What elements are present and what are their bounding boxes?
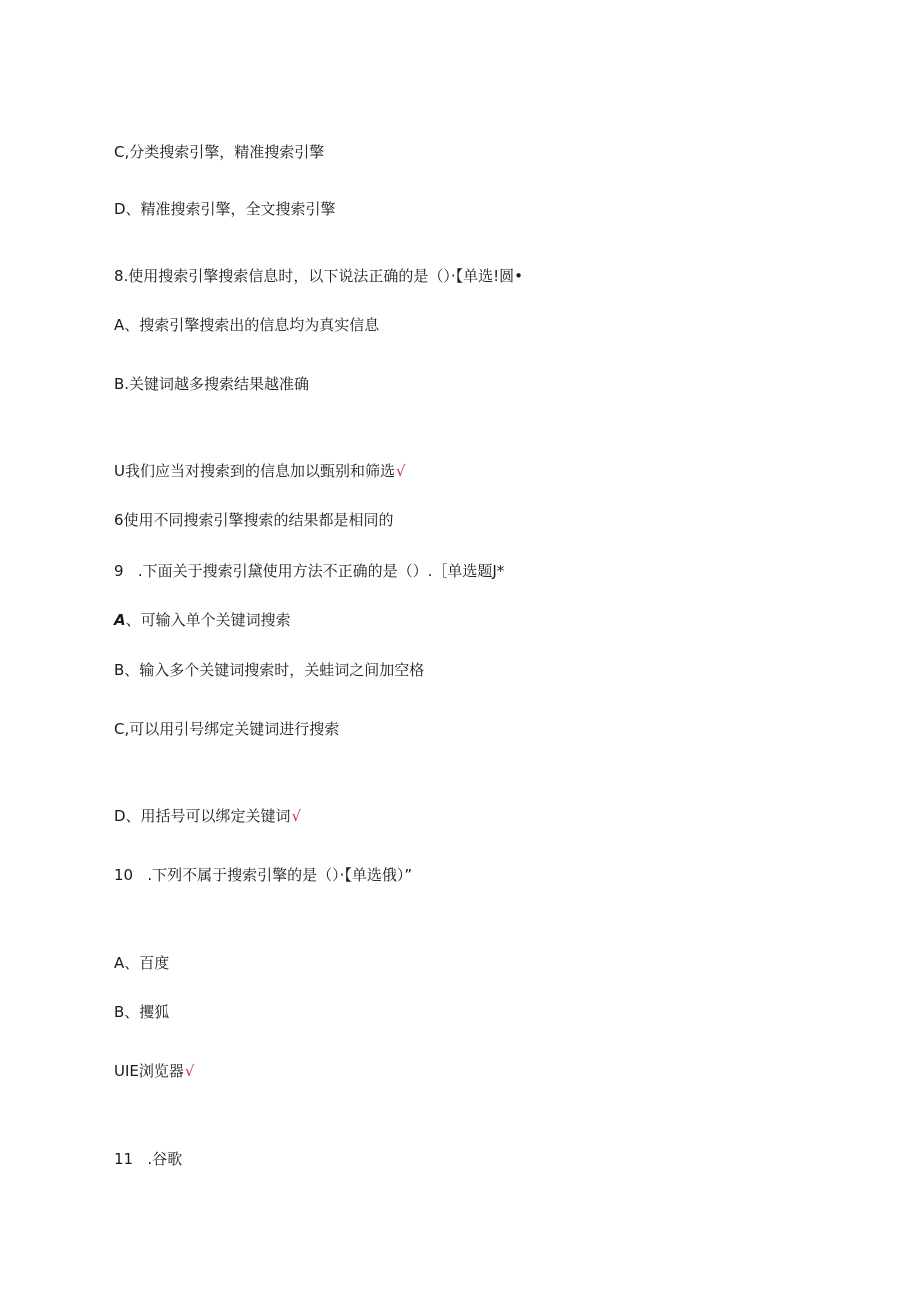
option-c-q7: C,分类搜索引擎，精准搜索引擎 — [114, 143, 325, 161]
option-a-q8: A、搜索引擎搜索出的信息均为真实信息 — [114, 316, 380, 334]
option-d-q9: D、用括号可以绑定关键词√ — [114, 807, 302, 825]
option-d-q7: D、精准搜索引擎，全文搜索引擎 — [114, 200, 336, 218]
option-b-q10: B、攫狐 — [114, 1003, 170, 1021]
correct-check-mark: √ — [291, 807, 302, 825]
option-d-q10: 11 .谷歌 — [114, 1150, 183, 1168]
correct-check-mark: √ — [184, 1062, 195, 1080]
question-8: 8.使用搜索引擎搜索信息时，以下说法正确的是（）·【单选!圆• — [114, 267, 523, 285]
question-9: 9 .下面关于搜索引黛使用方法不正确的是（）.［单选题J* — [114, 562, 505, 580]
option-b-q9: B、输入多个关键词搜索时，关蛙词之间加空格 — [114, 661, 425, 679]
option-c-q10: UIE浏览器√ — [114, 1062, 195, 1080]
correct-check-mark: √ — [395, 462, 406, 480]
question-10: 10 .下列不属于搜索引擎的是（）·【单选俄）” — [114, 866, 413, 884]
option-a-q10: A、百度 — [114, 954, 170, 972]
option-a-q9: A、可输入单个关键词搜索 — [114, 611, 291, 629]
option-b-q8: B.关键词越多搜索结果越准确 — [114, 375, 310, 393]
option-c-q9: C,可以用引号绑定关键词进行搜索 — [114, 720, 340, 738]
option-d-q8: 6使用不同搜索引擎搜索的结果都是相同的 — [114, 511, 394, 529]
option-c-q8: U我们应当对搜索到的信息加以甄别和筛选√ — [114, 462, 406, 480]
